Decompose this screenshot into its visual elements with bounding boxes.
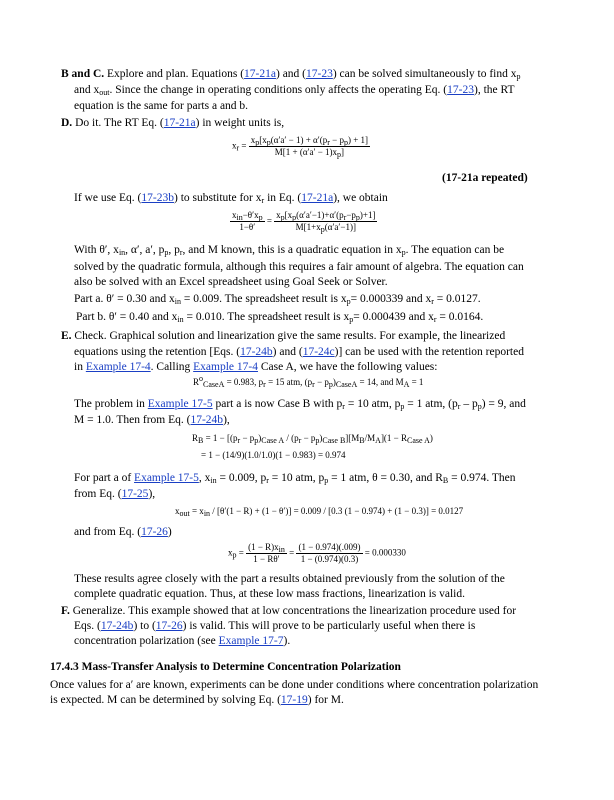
paragraph-f-line3: concentration polarization (see Example 17-7). [74, 635, 291, 647]
paragraph-e-parta-line1: For part a of Example 17-5, $x_{in} = 0.009$, $p_r = 10$ atm, $p_p = 1$ atm, θ = 0.30, and $R_B = 0.974$. Then [74, 472, 516, 485]
part-a-result: Part a. θ′ = 0.30 and $x_{in} = 0.009$. The spreadsheet result is $x_p= 0.000339$ and $x_r = 0.0127$. [74, 293, 481, 306]
paragraph-e-and-from: and from Eq. (17-26) [74, 526, 172, 538]
paragraph-d-substitute: If we use Eq. (17-23b) to substitute for $x_r$ in Eq. (17-21a), we obtain [74, 192, 388, 205]
label-d: D. [61, 117, 73, 129]
paragraph-f-line2: Eqs. (17-24b) to (17-26) is valid. This will prove to be particularly useful when there is [74, 620, 476, 632]
label-e: E. [61, 330, 72, 342]
link-eq-17-19[interactable]: 17-19 [280, 694, 308, 706]
paragraph-e-parta-line2: from Eq. (17-25), [74, 488, 156, 500]
paragraph-d-with-line3: also be solved with an Excel spreadsheet using Goal Seek or Solver. [74, 276, 388, 288]
equation-rt-weight: $x_r$ = $\frac{x_p[x_p(\alpha'a' - 1) + \alpha'(p_r - p_p) + 1]}{M[1 + (\alpha'a' - 1)x_p]}$ [232, 135, 369, 159]
paragraph-e-results-line1: These results agree closely with the part a results obtained previously from the solution of the [74, 573, 505, 585]
link-eq-17-24b-e[interactable]: 17-24b [190, 414, 224, 426]
link-eq-17-24b-f[interactable]: 17-24b [100, 620, 134, 632]
link-eq-17-26[interactable]: 17-26 [141, 526, 168, 538]
equation-rb-result: = 1 − (14/9)(1.0/1.0)(1 − 0.983) = 0.974 [201, 450, 346, 460]
link-eq-17-23b[interactable]: 17-23 [447, 84, 474, 96]
equation-rb: $R_B = 1 - [(p_r - p_p)_{Case A} / (p_r - p_p)_{Case B}][M_B/M_A](1 - R_{Case A})$ [192, 433, 433, 445]
part-b-result: Part b. θ′ = 0.40 and $x_{in} = 0.010$. The spreadsheet result is $x_p= 0.000439$ and $x_r = 0.0164$. [76, 311, 484, 324]
paragraph-e-line2: equations using the retention [Eqs. (17-24b) and (17-24c)] can be used with the retention reported [74, 346, 524, 358]
link-eq-17-23[interactable]: 17-23 [306, 68, 333, 80]
paragraph-e-results-line2: complete quadratic equation. Thus, at these low mass fractions, linearization is valid. [74, 588, 465, 600]
link-eq-17-21a[interactable]: 17-21a [244, 68, 276, 80]
paragraph-bc-line3: equation is the same for parts a and b. [74, 100, 249, 112]
link-example-17-4b[interactable]: Example 17-4 [193, 361, 258, 373]
link-eq-17-24b[interactable]: 17-24b [240, 346, 273, 358]
link-eq-17-23b-d[interactable]: 17-23b [141, 192, 174, 204]
equation-substituted: $\frac{x_{in}-\theta'x_p}{1-\theta'}$ = $\frac{x_p[x_p(\alpha'a'-1)+\alpha'(p_r-p_p)+1]}{M[1+x_p(\alpha'a'-1)]}$ [232, 210, 376, 234]
section-paragraph-line1: Once values for a′ are known, experiments can be done under conditions where concentration polarization [50, 679, 539, 691]
section-paragraph-line2: is expected. M can be determined by solving Eq. (17-19) for M. [50, 694, 344, 706]
link-example-17-4[interactable]: Example 17-4 [85, 361, 151, 373]
equation-xp: $x_p$ = $\frac{(1 - R)x_{in}}{1 - R\theta'}$ = $\frac{(1 - 0.974)(.009)}{1 - (0.974)(0.3)}$ = 0.000330 [228, 542, 406, 564]
link-example-17-5b[interactable]: Example 17-5 [134, 472, 199, 484]
link-example-17-5[interactable]: Example 17-5 [147, 398, 213, 410]
paragraph-e-problem-line1: The problem in Example 17-5 part a is now Case B with $p_r = 10$ atm, $p_p = 1$ atm, $(p_r - p_p) = 9$, and [74, 398, 526, 411]
paragraph-e-line3: in Example 17-4. Calling Example 17-4 Case A, we have the following values: [74, 361, 438, 373]
paragraph-d-with-line1: With θ′, $x_{in}$, α′, a′, $p_p$, $p_r$, and M known, this is a quadratic equation in $x_p$. The equation can be [74, 244, 505, 257]
link-eq-17-24c[interactable]: 17-24c [302, 346, 335, 358]
label-f: F. [61, 605, 70, 617]
link-example-17-7[interactable]: Example 17-7 [218, 635, 284, 647]
link-eq-17-25[interactable]: 17-25 [121, 488, 149, 500]
link-eq-17-26-f[interactable]: 17-26 [155, 620, 183, 632]
paragraph-bc-line1: B and C. Explore and plan. Equations (17-21a) and (17-23) can be solved simultaneously to find $x_p$ [61, 68, 521, 81]
paragraph-e-line1: E. Check. Graphical solution and linearization give the same results. For example, the linearized [61, 330, 506, 342]
section-heading: 17.4.3 Mass-Transfer Analysis to Determine Concentration Polarization [50, 661, 401, 673]
equation-number-repeated: (17-21a repeated) [442, 172, 528, 184]
label-bc: B and C. [61, 68, 105, 80]
equation-xout: $x_{out} = x_{in} / [\theta'(1 - R) + (1 - \theta')] = 0.009 / [0.3$ (1 − 0.974) + (1 − 0.3)] = 0.0127 [175, 506, 464, 518]
link-eq-17-21a-d[interactable]: 17-21a [163, 117, 196, 129]
paragraph-e-problem-line2: M = 1.0. Then from Eq. (17-24b), [74, 414, 230, 426]
paragraph-bc-line2: and $x_{out}$. Since the change in operating conditions only affects the operating Eq. (17-23), the RT [74, 84, 515, 97]
paragraph-d-line1: D. Do it. The RT Eq. (17-21a) in weight units is, [61, 117, 285, 129]
link-eq-17-21a-d2[interactable]: 17-21a [301, 192, 334, 204]
paragraph-d-with-line2: solved by the quadratic formula, although this requires a fair amount of algebra. The equation can [74, 261, 524, 273]
paragraph-f-line1: F. Generalize. This example showed that at low concentrations the linearization procedure used for [61, 605, 517, 617]
equation-case-a-values: $R^o_{CaseA} = 0.983$, $p_r = 15$ atm, $(p_r - p_p)_{CaseA} = 14$, and $M_A = 1$ [193, 374, 424, 389]
